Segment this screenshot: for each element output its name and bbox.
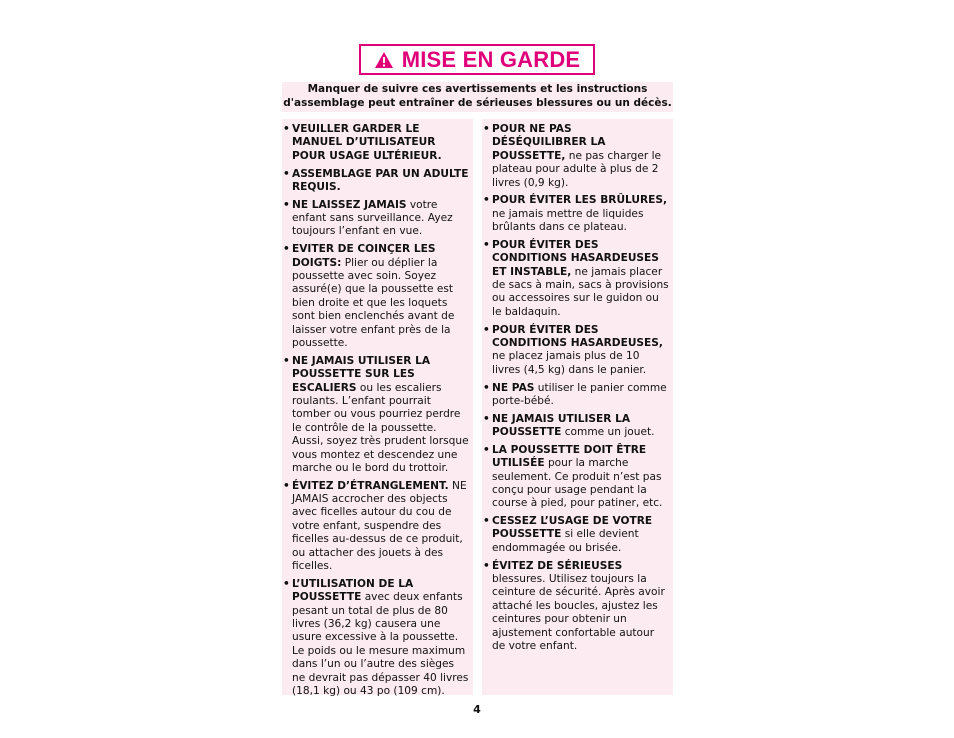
warning-item — [483, 515, 669, 555]
bullet: • — [483, 443, 490, 456]
warning-item-heading: EVITER DE COINÇER LES DOIGTS: — [292, 243, 436, 269]
warning-item-text: comme un jouet. — [561, 426, 655, 439]
bullet: • — [483, 559, 490, 572]
warning-item — [483, 238, 669, 319]
warning-item-text: blessures. Utilisez toujours la ceinture de sécurité. Après avoir attaché les boucles, ajustez les ceintures pour obtenir un ajustement confortable autour de votre enfant. — [492, 572, 665, 652]
intro-line-2: d'assemblage peut entraîner de sérieuses blessures ou un décès. — [283, 96, 672, 109]
warning-item — [483, 381, 669, 409]
warning-item-heading: NE JAMAIS UTILISER LA POUSSETTE SUR LES ESCALIERS — [292, 354, 431, 394]
warning-item-heading: VEUILLER GARDER LE MANUEL D’UTILISATEUR POUR USAGE ULTÉRIEUR. — [292, 123, 442, 162]
warning-item — [483, 559, 669, 654]
warning-item — [283, 354, 469, 476]
warning-item-text: avec deux enfants pesant un total de plus de 80 livres (36,2 kg) causera une usure excessive à la poussette. Le poids ou le mesure maximum dans l’un ou l’autre des sièges ne devrait pas dépasser 40 livres (18,1 kg) ou 43 po (109 cm). — [292, 591, 469, 698]
warning-item-heading: ÉVITEZ D’ÉTRANGLEMENT. — [292, 479, 449, 492]
page-number: 4 — [473, 703, 481, 716]
warning-title: MISE EN GARDE — [401, 46, 581, 72]
bullet: • — [483, 381, 490, 394]
bullet: • — [483, 194, 490, 207]
warning-item — [483, 194, 669, 234]
bullet: • — [483, 515, 490, 528]
warning-item-heading: LA POUSSETTE DOIT ÊTRE UTILISÉE — [492, 443, 647, 470]
warning-item-heading: POUR ÉVITER DES CONDITIONS HASARDEUSES, — [492, 323, 663, 349]
warning-item-heading: L’UTILISATION DE LA POUSSETTE — [292, 577, 414, 604]
warning-triangle-icon — [374, 51, 394, 69]
warning-item-text: utiliser le panier comme porte-bébé. — [492, 381, 667, 407]
warning-item — [283, 167, 469, 195]
warning-banner — [359, 44, 595, 75]
warning-item-text: ou les escaliers roulants. L’enfant pourrait tomber ou vous pourriez perdre le contrôle de la poussette. Aussi, soyez très prudent lorsque vous montez et descendez une marche ou le bord du trottoir. — [292, 381, 469, 474]
warning-item-text: pour la marche seulement. Ce produit n’est pas conçu pour usage pendant la course à pied, pour patiner, etc. — [492, 457, 663, 510]
bullet: • — [483, 412, 490, 425]
warning-item-heading: NE PAS — [492, 381, 535, 394]
warning-item — [483, 443, 669, 511]
bullet: • — [283, 479, 290, 492]
bullet: • — [283, 354, 290, 367]
warning-item — [483, 123, 669, 190]
warning-item — [283, 123, 469, 163]
bullet: • — [483, 123, 490, 135]
warning-item-heading: NE LAISSEZ JAMAIS — [292, 198, 407, 211]
bullet: • — [283, 167, 290, 180]
bullet: • — [483, 323, 490, 336]
intro-statement — [282, 82, 673, 112]
warning-item-heading: NE JAMAIS UTILISER LA POUSSETTE — [492, 412, 631, 439]
right-warnings-column — [482, 119, 673, 695]
bullet: • — [283, 198, 290, 211]
left-warnings-column — [282, 119, 473, 698]
warning-item-text: NE JAMAIS accrocher des objects avec ficelles autour du cou de votre enfant, suspendre des ficelles au-dessus de ce produit, ou attacher des jouets à des ficelles. — [292, 479, 467, 573]
warning-item-text: si elle devient endommagée ou brisée. — [492, 528, 639, 554]
warning-item — [283, 577, 469, 699]
warning-item — [283, 479, 469, 574]
bullet: • — [483, 238, 490, 251]
bullet: • — [283, 577, 290, 590]
warning-item-text: Plier ou déplier la poussette avec soin. Soyez assuré(e) que la poussette est bien droite et que les loquets sont bien enclenchés avant de laisser votre enfant près de la poussette. — [292, 256, 455, 349]
warning-item — [483, 412, 669, 440]
warning-item-text: ne jamais mettre de liquides brûlants dans ce plateau. — [492, 207, 644, 234]
warning-item-text: votre enfant sans surveillance. Ayez toujours l’enfant en vue. — [292, 198, 453, 238]
intro-line-1: Manquer de suivre ces avertissements et les instructions — [307, 83, 648, 95]
bullet: • — [283, 243, 290, 256]
warning-item-heading: CESSEZ L’USAGE DE VOTRE POUSSETTE — [492, 515, 653, 541]
warning-item-heading: POUR ÉVITER DES CONDITIONS HASARDEUSES ET INSTABLE, — [492, 238, 659, 278]
warning-item — [283, 198, 469, 239]
warning-item — [283, 243, 469, 350]
warning-item-heading: POUR NE PAS DÉSÉQUILIBRER LA POUSSETTE, — [492, 123, 606, 162]
bullet: • — [283, 123, 290, 135]
warning-item-heading: POUR ÉVITER LES BRÛLURES, — [492, 194, 668, 207]
warning-item-text: ne placez jamais plus de 10 livres (4,5 kg) dans le panier. — [492, 350, 647, 376]
warning-item-text: ne jamais placer de sacs à main, sacs à provisions ou accessoires sur le guidon ou le baldaquin. — [492, 265, 669, 318]
warning-item-text: ne pas charger le plateau pour adulte à plus de 2 livres (0,9 kg). — [492, 149, 662, 189]
warning-item-heading: ÉVITEZ DE SÉRIEUSES — [492, 559, 623, 572]
warning-item — [483, 323, 669, 378]
warning-item-heading: ASSEMBLAGE PAR UN ADULTE REQUIS. — [292, 167, 469, 193]
